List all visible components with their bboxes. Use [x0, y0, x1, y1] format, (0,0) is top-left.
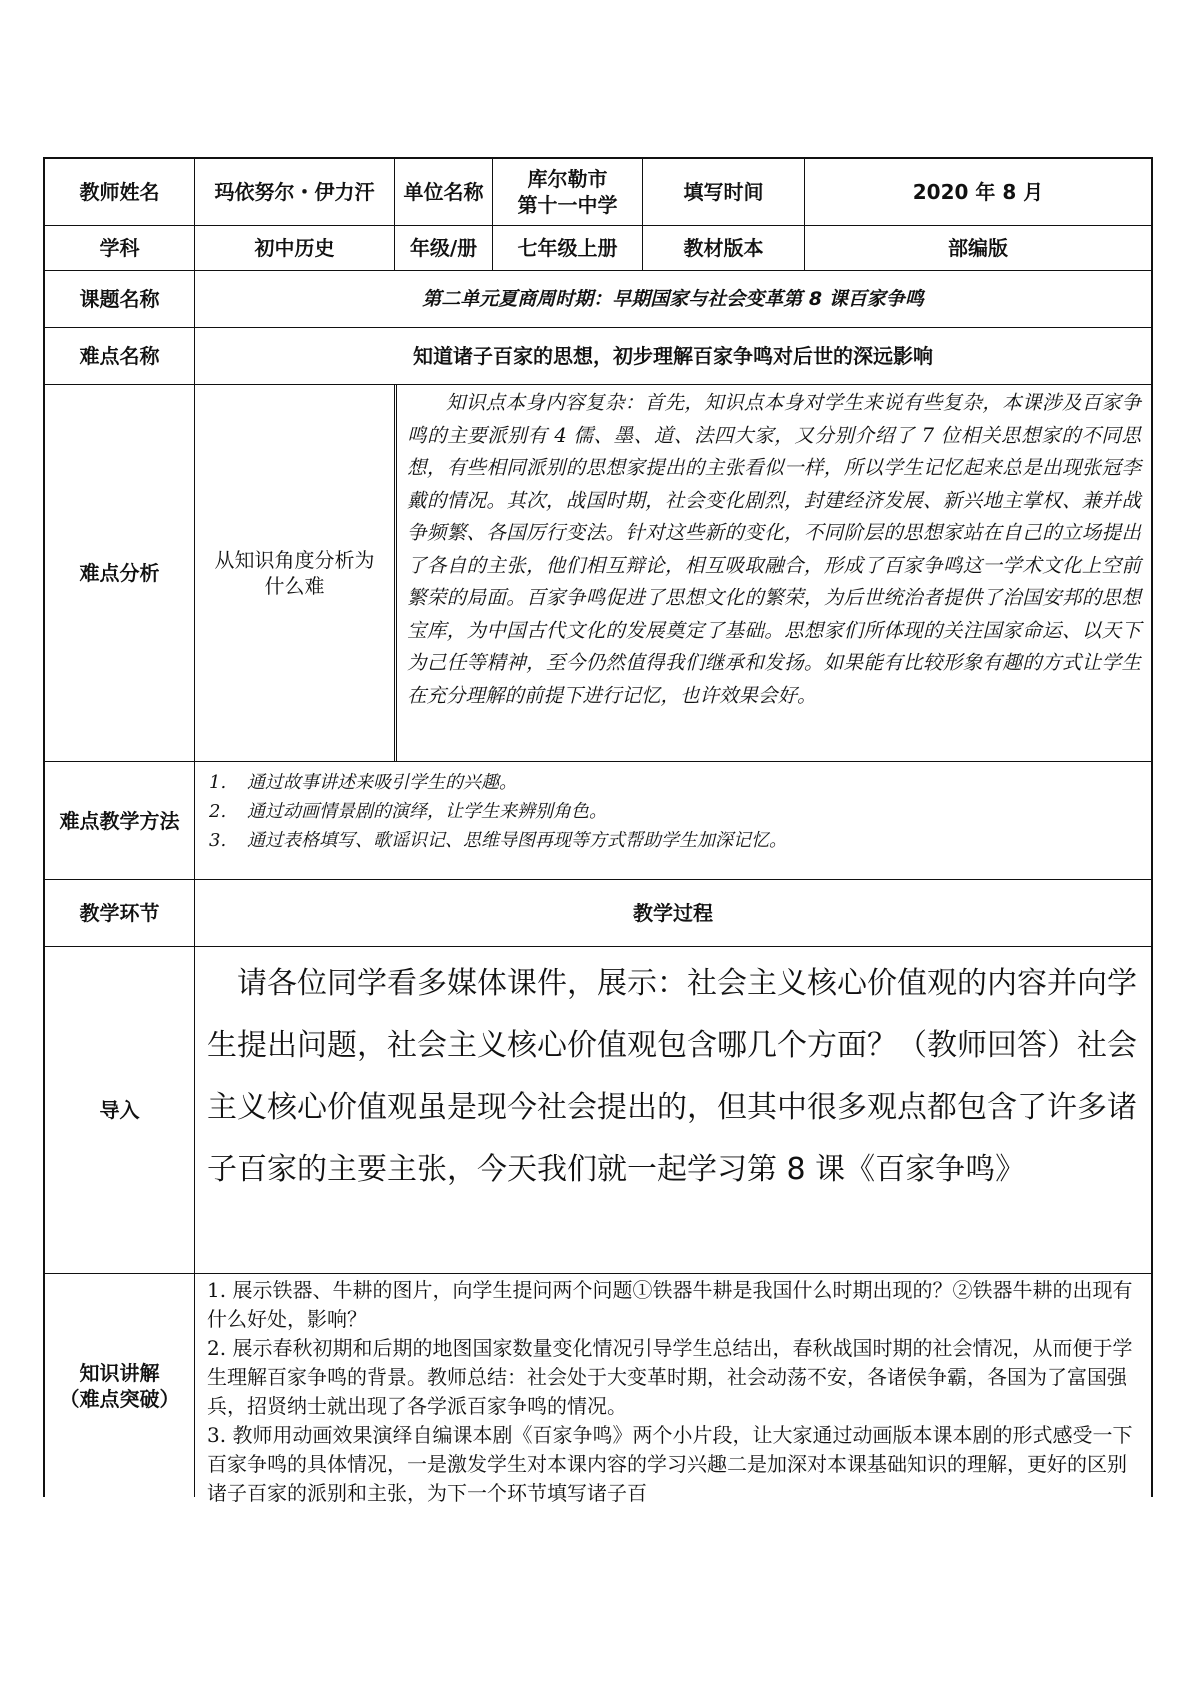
intro-text: 请各位同学看多媒体课件，展示：社会主义核心价值观的内容并向学生提出问题，社会主义核心价值观包含哪几个方面？（教师回答）社会主义核心价值观虽是现今社会提出的，但其中很多观点都包含了许多诸子百家的主要主张，今天我们就一起学习第 8 课《百家争鸣》	[207, 966, 1137, 1187]
intro-label: 导入	[45, 947, 195, 1273]
difficulty-value: 知道诸子百家的思想，初步理解百家争鸣对后世的深远影响	[413, 344, 933, 368]
difficulty-label: 难点名称	[45, 328, 195, 384]
method-text: 通过动画情景剧的演绎，让学生来辨别角色。	[247, 801, 607, 822]
unit-value-line2: 第十一中学	[517, 193, 618, 217]
method-num: 3.	[209, 830, 227, 851]
subject-label: 学科	[45, 226, 195, 270]
intro-row	[45, 947, 1151, 1274]
explain-paragraph-2: 2. 展示春秋初期和后期的地图国家数量变化情况引导学生总结出，春秋战国时期的社会情况，从而便于学生理解百家争鸣的背景。教师总结：社会处于大变革时期，社会动荡不安，各诸侯争霸，各国为了富国强兵，招贤纳士就出现了各学派百家争鸣的情况。	[207, 1336, 1133, 1418]
method-item	[209, 826, 787, 855]
process-label: 教学环节	[45, 880, 195, 946]
topic-label: 课题名称	[45, 271, 195, 327]
header-row	[45, 159, 1151, 226]
method-num: 2.	[209, 801, 227, 822]
process-header-row	[45, 880, 1151, 947]
edition-value: 部编版	[948, 236, 1008, 260]
explain-label-line2: （难点突破）	[59, 1386, 180, 1411]
analysis-text: 知识点本身内容复杂：首先，知识点本身对学生来说有些复杂，本课涉及百家争鸣的主要派别有 4 儒、墨、道、法四大家，又分别介绍了 7 位相关思想家的不同思想，有些相同派别的思想家提出的主张看似一样，所以学生记忆起来总是出现张冠李戴的情况。其次，战国时期，社会变化剧烈，封建经济发展、新兴地主掌权、兼并战争频繁、各国厉行变法。针对这些新的变化，不同阶层的思想家站在自己的立场提出了各自的主张，他们相互辩论，相互吸取融合，形成了百家争鸣这一学术文化上空前繁荣的局面。百家争鸣促进了思想文化的繁荣，为后世统治者提供了治国安邦的思想宝库，为中国古代文化的发展奠定了基础。思想家们所体现的关注国家命运、以天下为己任等精神，至今仍然值得我们继承和发扬。如果能有比较形象有趣的方式让学生在充分理解的前提下进行记忆，也许效果会好。	[407, 391, 1141, 707]
methods-list	[195, 762, 1151, 879]
analysis-sub-label	[195, 385, 397, 761]
method-text: 通过故事讲述来吸引学生的兴趣。	[247, 772, 517, 793]
grade-label: 年级/册	[395, 226, 493, 270]
methods-label: 难点教学方法	[45, 762, 195, 879]
intro-content	[195, 947, 1151, 1273]
subject-row	[45, 226, 1151, 271]
analysis-sub-label-text: 从知识角度分析为什么难	[214, 548, 375, 598]
method-item	[209, 768, 517, 797]
methods-row	[45, 762, 1151, 880]
method-num: 1.	[209, 772, 227, 793]
explain-paragraph-3: 3. 教师用动画效果演绎自编课本剧《百家争鸣》两个小片段，让大家通过动画版本课本剧的形式感受一下百家争鸣的具体情况，一是激发学生对本课内容的学习兴趣二是加深对本课基础知识的理解，更好的区别诸子百家的派别和主张，为下一个环节填写诸子百	[207, 1423, 1133, 1505]
process-value: 教学过程	[633, 901, 713, 925]
method-item	[209, 797, 607, 826]
subject-value: 初中历史	[195, 226, 395, 270]
teacher-label: 教师姓名	[45, 159, 195, 225]
date-label: 填写时间	[643, 159, 805, 225]
unit-value-line1: 库尔勒市	[527, 167, 608, 191]
topic-row	[45, 271, 1151, 328]
teacher-value: 玛依努尔・伊力汗	[195, 159, 395, 225]
explain-paragraph-1: 1. 展示铁器、牛耕的图片，向学生提问两个问题①铁器牛耕是我国什么时期出现的？②铁器牛耕的出现有什么好处，影响？	[207, 1278, 1133, 1331]
date-value: 2020 年 8 月	[912, 180, 1044, 204]
unit-label: 单位名称	[395, 159, 493, 225]
difficulty-row	[45, 328, 1151, 385]
unit-value	[493, 159, 643, 225]
explain-content	[195, 1274, 1151, 1505]
edition-label: 教材版本	[643, 226, 805, 270]
method-text: 通过表格填写、歌谣识记、思维导图再现等方式帮助学生加深记忆。	[247, 830, 787, 851]
grade-value: 七年级上册	[493, 226, 643, 270]
explain-label	[45, 1274, 195, 1497]
topic-value: 第二单元夏商周时期：早期国家与社会变革第 8 课百家争鸣	[422, 288, 924, 310]
lesson-plan-table	[43, 157, 1153, 1505]
analysis-label: 难点分析	[45, 385, 195, 761]
analysis-row	[45, 385, 1151, 762]
explain-label-line1: 知识讲解	[79, 1360, 160, 1385]
explain-row	[45, 1274, 1151, 1505]
